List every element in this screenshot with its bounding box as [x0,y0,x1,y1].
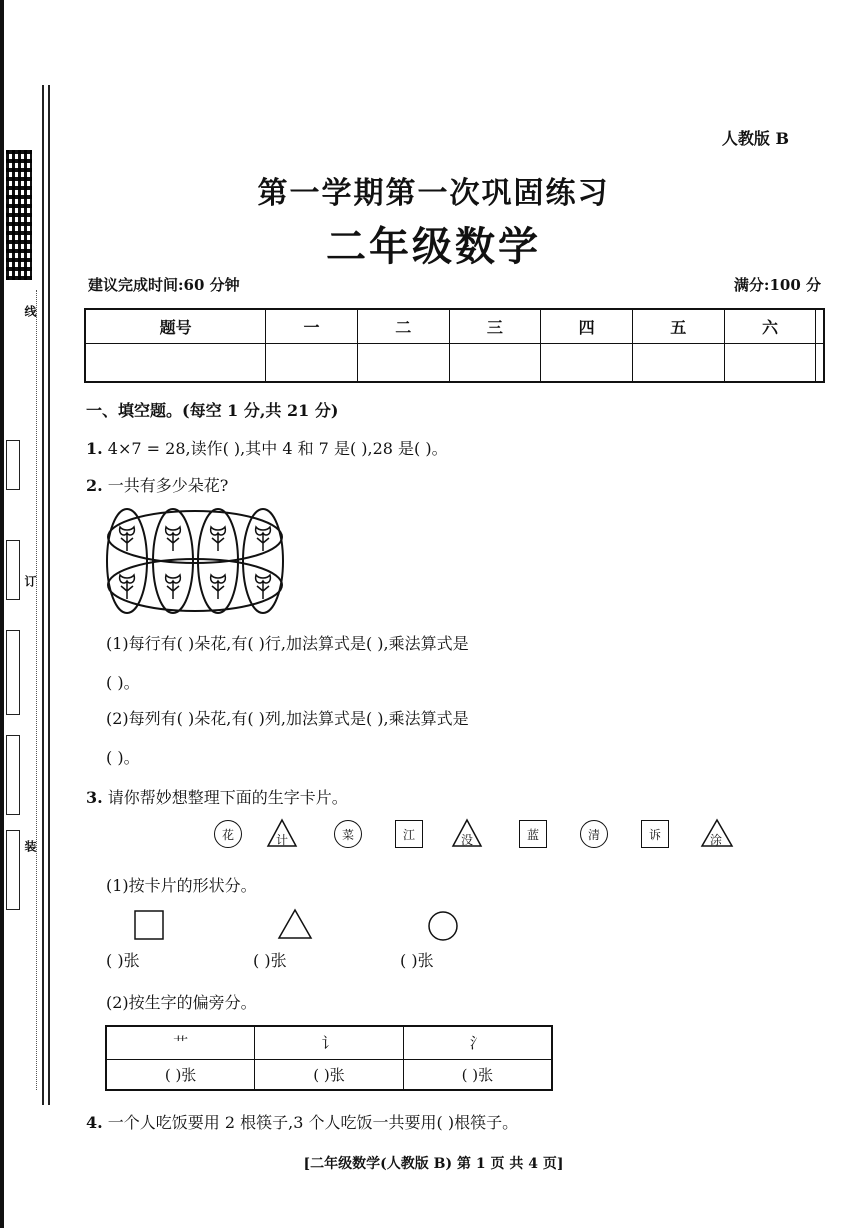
score-header-cell: 四 [541,309,633,343]
shape-count-square: ( )张 [106,951,140,970]
radical-count[interactable]: ( )张 [106,1059,255,1090]
card-triangle [702,820,730,848]
radical-header: 讠 [255,1026,404,1059]
question-3 [86,785,348,808]
binding-char-ding: 订 [23,575,37,587]
question-4 [86,1110,518,1133]
question-2-part-2-cont: ( )。 [106,748,140,767]
question-text: 4×7 = 28,读作( ),其中 4 和 7 是( ),28 是( )。 [107,439,448,458]
question-number: 4. [86,1113,103,1132]
question-3-part-1: (1)按卡片的形状分。 [106,876,257,895]
card-triangle [453,820,481,848]
card-square: 江 [395,820,423,848]
radical-header: 艹 [106,1026,255,1059]
score-cell[interactable] [816,343,824,382]
card-circle: 清 [580,820,608,848]
score-header-cell: 题号 [85,309,266,343]
flower-grouping-diagram [105,507,285,615]
card-circle: 花 [214,820,242,848]
page-title: 第一学期第一次巩固练习 [257,176,610,211]
score-header-cell [816,309,824,343]
question-1 [86,436,448,459]
page-footer: [二年级数学(人教版 B) 第 1 页 共 4 页] [303,1156,564,1172]
triangle-shape-icon [277,908,313,940]
score-table [84,308,825,383]
score-cell[interactable] [541,343,633,382]
score-cell[interactable] [632,343,724,382]
question-number: 1. [86,439,103,458]
question-2-part-1-cont: ( )。 [106,673,140,692]
square-shape-icon [134,910,164,940]
card-char: 没 [460,832,473,847]
question-text: 请你帮妙想整理下面的生字卡片。 [107,788,348,807]
section-note: (每空 1 分,共 21 分) [182,401,339,420]
score-header-cell: 一 [266,309,358,343]
section-heading [86,398,338,421]
score-header-cell: 三 [449,309,541,343]
time-label: 建议完成时间:60 分钟 [88,276,240,294]
section-title: 一、填空题。 [86,401,183,420]
card-char: 计 [275,832,288,847]
question-number: 3. [86,788,103,807]
score-cell[interactable] [357,343,449,382]
edition-label: 人教版 B [721,129,789,148]
circle-shape-icon [427,910,459,942]
radical-count[interactable]: ( )张 [403,1059,552,1090]
radical-count[interactable]: ( )张 [255,1059,404,1090]
card-square: 诉 [641,820,669,848]
card-square: 蓝 [519,820,547,848]
subject-title: 二年级数学 [326,224,541,270]
card-char: 涂 [709,832,722,847]
question-2-part-1: (1)每行有( )朵花,有( )行,加法算式是( ),乘法算式是 [106,634,469,653]
binding-char-zhuang: 装 [23,840,37,852]
score-cell[interactable] [266,343,358,382]
score-header-cell: 五 [632,309,724,343]
question-number: 2. [86,476,103,495]
question-2-part-2: (2)每列有( )朵花,有( )列,加法算式是( ),乘法算式是 [106,709,469,728]
card-circle: 菜 [334,820,362,848]
question-2 [86,473,228,496]
score-cell[interactable] [724,343,816,382]
question-3-part-2: (2)按生字的偏旁分。 [106,993,257,1012]
question-text: 一个人吃饭要用 2 根筷子,3 个人吃饭一共要用( )根筷子。 [107,1113,519,1132]
card-triangle [268,820,296,848]
score-header-cell: 六 [724,309,816,343]
radical-header: 氵 [403,1026,552,1059]
score-label: 满分:100 分 [733,276,821,294]
shape-count-triangle: ( )张 [253,951,287,970]
score-cell[interactable] [85,343,266,382]
binding-char-xian: 线 [23,305,37,317]
score-header-cell: 二 [357,309,449,343]
question-text: 一共有多少朵花? [107,476,229,495]
radical-table [105,1025,553,1091]
shape-count-circle: ( )张 [400,951,434,970]
score-cell[interactable] [449,343,541,382]
